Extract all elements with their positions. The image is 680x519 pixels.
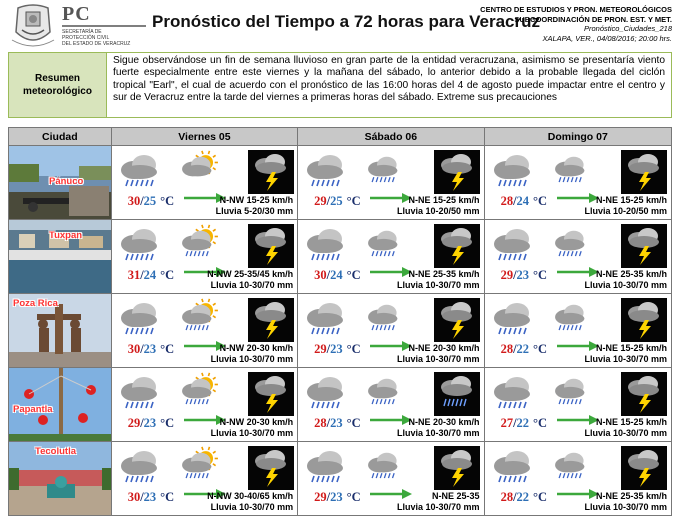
page-title: Pronóstico del Tiempo a 72 horas para Veracruz	[152, 12, 540, 31]
wind-speed: N-NW 30-40/65 km/h	[207, 491, 294, 501]
forecast-cell	[112, 294, 298, 367]
temp-unit: °C	[346, 416, 361, 430]
storm-icon	[434, 150, 480, 194]
wind-rain-info	[584, 195, 667, 216]
cloud-rain-icon	[551, 446, 595, 484]
cloud-rain-icon	[116, 224, 170, 264]
storm-icon	[434, 298, 480, 342]
rain-amount: Lluvia 10-20/50 mm	[584, 205, 667, 216]
rain-amount: Lluvia 10-30/70 mm	[397, 353, 480, 364]
storm-icon	[248, 150, 294, 194]
temperature	[501, 194, 548, 209]
wind-rain-info	[397, 269, 480, 290]
temp-min: 23	[330, 342, 343, 356]
storm-icon	[621, 224, 667, 268]
forecast-cell	[298, 294, 484, 367]
temperature	[501, 416, 548, 431]
cloud-rain-icon	[302, 446, 356, 486]
wind-speed: N-NW 20-30 km/h	[219, 343, 294, 353]
issuer-line-3: Pronóstico_Ciudades_218	[584, 24, 672, 33]
storm-icon	[248, 298, 294, 342]
temp-min: 25	[330, 194, 343, 208]
storm-icon	[248, 446, 294, 490]
temp-unit: °C	[533, 268, 548, 282]
temperature	[314, 416, 361, 431]
rain-amount: Lluvia 10-30/70 mm	[584, 427, 667, 438]
temperature	[128, 194, 175, 209]
wind-rain-info	[584, 491, 667, 512]
forecast-cell	[298, 368, 484, 441]
city-cell	[9, 146, 112, 219]
temperature	[501, 268, 548, 283]
table-row	[9, 442, 671, 515]
rain-amount: Lluvia 10-30/70 mm	[584, 501, 667, 512]
temp-separator: /	[513, 416, 517, 430]
temp-separator: /	[326, 490, 331, 504]
cloud-sun-rain-icon	[116, 150, 170, 190]
sun-cloud-icon	[178, 150, 222, 188]
forecast-table	[8, 127, 672, 516]
sun-cloud-rain-icon	[178, 446, 222, 484]
temperature	[128, 342, 175, 357]
header-day-2: Sábado 06	[298, 128, 484, 145]
temp-min: 23	[143, 490, 157, 504]
storm-icon	[621, 150, 667, 194]
wind-speed: N-NE 25-35 km/h	[408, 269, 480, 279]
temp-unit: °C	[160, 490, 175, 504]
city-photo	[9, 442, 111, 515]
cloud-rain-icon	[551, 224, 595, 262]
wind-rain-info	[397, 491, 480, 512]
city-photo	[9, 368, 111, 441]
city-cell	[9, 442, 112, 515]
temp-max: 28	[500, 194, 514, 208]
wind-speed: N-NW 20-30 km/h	[219, 417, 294, 427]
temp-min: 22	[516, 342, 530, 356]
wind-speed: N-NE 25-35 km/h	[595, 269, 667, 279]
city-photo	[9, 294, 111, 367]
header-day-1: Viernes 05	[112, 128, 298, 145]
temp-separator: /	[513, 490, 517, 504]
forecast-cell	[112, 442, 298, 515]
city-photo	[9, 220, 111, 293]
temp-min: 22	[516, 490, 530, 504]
temp-separator: /	[326, 416, 331, 430]
wind-rain-info	[211, 343, 294, 364]
temp-unit: °C	[533, 342, 548, 356]
rain-amount: Lluvia 10-30/70 mm	[397, 501, 480, 512]
temperature	[128, 490, 175, 505]
wind-speed: N-NE 25-35 km/h	[595, 491, 667, 501]
wind-speed: N-NE 15-25 km/h	[408, 195, 480, 205]
temp-min: 23	[143, 342, 157, 356]
table-row	[9, 146, 671, 220]
table-row	[9, 220, 671, 294]
storm-icon	[621, 372, 667, 416]
wind-rain-info	[584, 417, 667, 438]
city-photo	[9, 146, 111, 219]
wind-speed: N-NE 15-25 km/h	[595, 195, 667, 205]
rain-amount: Lluvia 10-20/50 mm	[397, 205, 480, 216]
cloud-rain-icon	[364, 224, 408, 262]
temperature	[314, 490, 361, 505]
temp-min: 23	[330, 490, 343, 504]
forecast-cell	[485, 294, 671, 367]
temp-min: 24	[516, 194, 530, 208]
summary-text: Sigue observándose un fin de semana lluvioso en gran parte de la entidad veracruzana, asimismo se presentaría viento fuerte especialmente entre este viernes y la mañana del sábado, lo anterior debido a la probable llegada del ciclón tropical "Earl", el cual de acuerdo con el pronóstico de las 16:00 horas del 4 de agosto puede impactar entre el centro y sur de Veracruz entre la tarde del viernes a primeras horas del sábado. Extreme sus precauciones	[113, 55, 665, 103]
temp-max: 28	[500, 490, 514, 504]
temperature	[314, 268, 361, 283]
city-name: Tecolutla	[35, 446, 76, 457]
temp-min: 23	[143, 416, 157, 430]
wind-speed: N-NE 25-35	[432, 491, 480, 501]
temperature	[128, 416, 175, 431]
rain-amount: Lluvia 10-30/70 mm	[397, 279, 480, 290]
table-header	[9, 128, 671, 146]
forecast-cell	[298, 442, 484, 515]
temp-unit: °C	[533, 490, 548, 504]
temp-separator: /	[140, 416, 144, 430]
rain-amount: Lluvia 10-30/70 mm	[210, 501, 294, 512]
temp-max: 29	[314, 342, 327, 356]
wind-rain-info	[216, 195, 294, 216]
temp-unit: °C	[160, 416, 175, 430]
temp-max: 31	[127, 268, 141, 282]
city-name: Papantla	[13, 404, 53, 415]
pc-sub-line-1: SECRETARÍA DE	[62, 29, 102, 35]
rain-amount: Lluvia 10-30/70 mm	[210, 427, 294, 438]
temp-min: 24	[330, 268, 343, 282]
cloud-rain-icon	[364, 298, 408, 336]
cloud-rain-icon	[302, 298, 356, 338]
storm-icon	[621, 298, 667, 342]
rain-amount: Lluvia 10-30/70 mm	[584, 279, 667, 290]
city-name: Pánuco	[49, 176, 84, 187]
cloud-rain-icon	[489, 372, 543, 412]
wind-speed: N-NE 20-30 km/h	[408, 417, 480, 427]
forecast-cell	[112, 146, 298, 219]
cloud-rain-icon	[302, 224, 356, 264]
cloud-rain-dark-icon	[434, 372, 480, 416]
forecast-cell	[485, 368, 671, 441]
temp-separator: /	[140, 490, 144, 504]
summary-label: Resumen meteorológico	[9, 53, 107, 117]
wind-speed: N-NW 15-25 km/h	[219, 195, 294, 205]
temp-max: 27	[500, 416, 514, 430]
temp-max: 29	[127, 416, 141, 430]
temperature	[501, 490, 548, 505]
rain-amount: Lluvia 10-30/70 mm	[210, 279, 294, 290]
forecast-cell	[112, 220, 298, 293]
forecast-cell	[298, 146, 484, 219]
forecast-cell	[485, 442, 671, 515]
sun-cloud-rain-icon	[178, 298, 222, 336]
temp-separator: /	[326, 194, 331, 208]
temp-separator: /	[326, 342, 331, 356]
city-name: Tuxpan	[49, 230, 83, 241]
forecast-cell	[485, 220, 671, 293]
temp-min: 23	[516, 268, 530, 282]
city-name: Poza Rica	[13, 298, 58, 309]
storm-icon	[248, 224, 294, 268]
temp-separator: /	[140, 194, 144, 208]
storm-icon	[248, 372, 294, 416]
cloud-rain-icon	[364, 372, 408, 410]
temp-min: 23	[330, 416, 343, 430]
pc-sub-line-3: DEL ESTADO DE VERACRUZ	[62, 41, 131, 47]
cloud-rain-icon	[302, 372, 356, 412]
temperature	[128, 268, 175, 283]
forecast-cell	[485, 146, 671, 219]
issuer-info	[480, 5, 672, 43]
wind-rain-info	[397, 343, 480, 364]
wind-speed: N-NE 20-30 km/h	[408, 343, 480, 353]
rain-amount: Lluvia 10-30/70 mm	[584, 353, 667, 364]
temperature	[501, 342, 548, 357]
temp-unit: °C	[533, 416, 548, 430]
temp-max: 28	[500, 342, 514, 356]
storm-icon	[434, 446, 480, 490]
wind-rain-info	[211, 417, 294, 438]
temp-separator: /	[513, 194, 517, 208]
proteccion-civil-logo	[62, 4, 150, 48]
wind-rain-info	[207, 269, 293, 290]
issuer-line-2: SUBCOORDINACIÓN DE PRON. EST. Y MET.	[514, 14, 672, 24]
table-row	[9, 368, 671, 442]
temp-max: 29	[314, 490, 327, 504]
temp-max: 28	[314, 416, 327, 430]
temp-unit: °C	[160, 342, 175, 356]
temp-unit: °C	[346, 342, 361, 356]
rain-amount: Lluvia 5-20/30 mm	[215, 205, 294, 216]
cloud-rain-icon	[116, 372, 170, 412]
storm-icon	[434, 224, 480, 268]
temp-unit: °C	[160, 194, 175, 208]
table-row	[9, 294, 671, 368]
wind-rain-info	[584, 343, 667, 364]
city-cell	[9, 368, 112, 441]
cloud-rain-icon	[489, 150, 543, 190]
temp-separator: /	[140, 268, 144, 282]
pc-sub-line-2: PROTECCIÓN CIVIL	[62, 35, 110, 41]
sun-cloud-rain-icon	[178, 372, 222, 410]
city-cell	[9, 294, 112, 367]
weather-summary	[8, 52, 672, 118]
temperature	[314, 194, 361, 209]
pc-divider	[62, 25, 146, 27]
wind-rain-info	[397, 195, 480, 216]
temp-unit: °C	[160, 268, 175, 282]
city-cell	[9, 220, 112, 293]
cloud-rain-icon	[489, 224, 543, 264]
issuer-line-4: XALAPA, VER., 04/08/2016; 20:00 hrs.	[542, 33, 672, 43]
header-day-3: Domingo 07	[547, 130, 608, 143]
table-body	[9, 146, 671, 515]
temp-min: 22	[516, 416, 530, 430]
temp-max: 30	[127, 490, 141, 504]
forecast-cell	[298, 220, 484, 293]
header-city: Ciudad	[9, 128, 112, 145]
temp-unit: °C	[346, 194, 361, 208]
temp-unit: °C	[533, 194, 548, 208]
wind-rain-info	[397, 417, 480, 438]
temp-separator: /	[513, 342, 517, 356]
rain-amount: Lluvia 10-30/70 mm	[397, 427, 480, 438]
veracruz-coat-of-arms-logo	[8, 2, 58, 50]
temp-separator: /	[513, 268, 517, 282]
temp-max: 30	[314, 268, 327, 282]
cloud-rain-icon	[364, 150, 408, 188]
wind-rain-info	[584, 269, 667, 290]
cloud-rain-icon	[116, 446, 170, 486]
temp-max: 29	[500, 268, 514, 282]
cloud-rain-icon	[551, 298, 595, 336]
temp-max: 30	[127, 342, 141, 356]
cloud-rain-icon	[551, 150, 595, 188]
temp-max: 30	[127, 194, 141, 208]
cloud-rain-icon	[551, 372, 595, 410]
issuer-line-1: CENTRO DE ESTUDIOS Y PRON. METEOROLÓGICOS	[480, 5, 672, 14]
wind-speed: N-NE 15-25 km/h	[595, 343, 667, 353]
temp-max: 29	[314, 194, 327, 208]
storm-icon	[621, 446, 667, 490]
cloud-rain-icon	[302, 150, 356, 190]
wind-speed: N-NE 15-25 km/h	[595, 417, 667, 427]
temp-min: 24	[143, 268, 157, 282]
cloud-rain-icon	[364, 446, 408, 484]
page-header	[0, 0, 680, 52]
cloud-rain-icon	[489, 446, 543, 486]
rain-amount: Lluvia 10-30/70 mm	[210, 353, 294, 364]
wind-rain-info	[207, 491, 293, 512]
temp-min: 25	[143, 194, 157, 208]
wind-speed: N-NW 25-35/45 km/h	[207, 269, 294, 279]
cloud-rain-icon	[116, 298, 170, 338]
temperature	[314, 342, 361, 357]
temp-unit: °C	[346, 268, 361, 282]
pc-letters: PC	[62, 3, 91, 25]
temp-unit: °C	[346, 490, 361, 504]
cloud-rain-icon	[489, 298, 543, 338]
temp-separator: /	[326, 268, 331, 282]
temp-separator: /	[140, 342, 144, 356]
sun-cloud-rain-icon	[178, 224, 222, 262]
forecast-cell	[112, 368, 298, 441]
